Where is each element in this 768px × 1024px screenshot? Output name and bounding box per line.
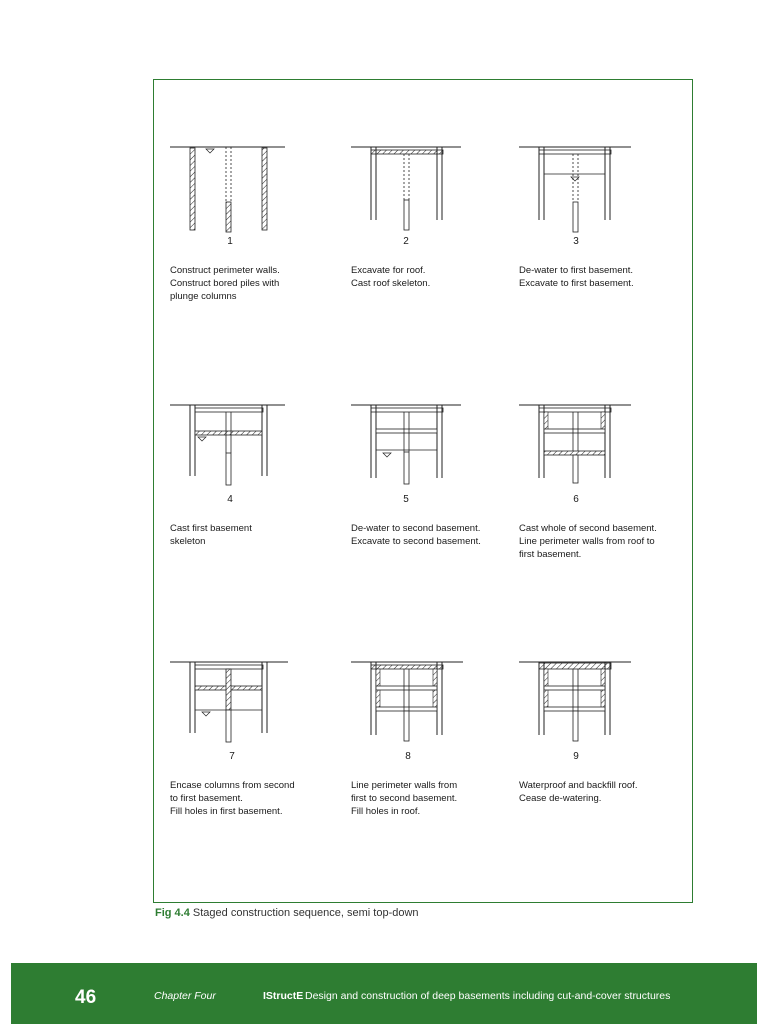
stage-number: 7 [229, 751, 235, 762]
figure-caption-text: Staged construction sequence, semi top-down [192, 907, 419, 919]
stage-diagram [170, 140, 345, 240]
stage-diagram [519, 398, 694, 498]
stage-8 [351, 655, 526, 860]
stage-number: 1 [227, 236, 233, 247]
figure-label: Fig 4.4 [155, 907, 190, 919]
stage-number: 5 [403, 494, 409, 505]
stage-number: 3 [573, 236, 579, 247]
stage-diagram [351, 398, 526, 498]
stage-6 [519, 398, 694, 603]
stage-description: Line perimeter walls from first to second basement. Fill holes in roof. [351, 780, 458, 817]
stage-description: Cast first basement skeleton [170, 523, 252, 547]
stage-9 [519, 655, 694, 860]
stage-number: 4 [227, 494, 233, 505]
stage-diagram [519, 655, 694, 755]
stage-2 [351, 140, 526, 345]
stage-4 [170, 398, 345, 603]
stage-description: De-water to first basement. Excavate to first basement. [519, 265, 634, 289]
stage-number: 8 [405, 751, 411, 762]
page-number: 46 [75, 987, 97, 1008]
figure-frame [153, 79, 693, 903]
stage-3 [519, 140, 694, 345]
stage-1 [170, 140, 345, 345]
stage-description: De-water to second basement. Excavate to second basement. [351, 523, 481, 547]
stage-diagram [170, 655, 345, 755]
stage-5 [351, 398, 526, 603]
chapter-label: Chapter Four [154, 990, 216, 1002]
stage-description: Encase columns from second to first basement. Fill holes in first basement. [170, 780, 295, 817]
stage-diagram [170, 398, 345, 498]
stage-description: Excavate for roof. Cast roof skeleton. [351, 265, 431, 289]
publication-title: Design and construction of deep basements including cut-and-cover structures [305, 990, 671, 1002]
page-footer [11, 963, 757, 1024]
stage-diagram [351, 655, 526, 755]
stage-description: Construct perimeter walls. Construct bored piles with plunge columns [170, 265, 280, 302]
stage-number: 6 [573, 494, 579, 505]
stage-diagram [519, 140, 694, 240]
figure-caption [155, 907, 419, 919]
stage-description: Waterproof and backfill roof. Cease de-watering. [519, 780, 638, 804]
publisher-brand: IStructE [263, 990, 304, 1002]
stage-number: 9 [573, 751, 579, 762]
stage-number: 2 [403, 236, 409, 247]
stage-diagram [351, 140, 526, 240]
stage-7 [170, 655, 345, 860]
stage-description: Cast whole of second basement. Line perimeter walls from roof to first basement. [519, 523, 657, 560]
